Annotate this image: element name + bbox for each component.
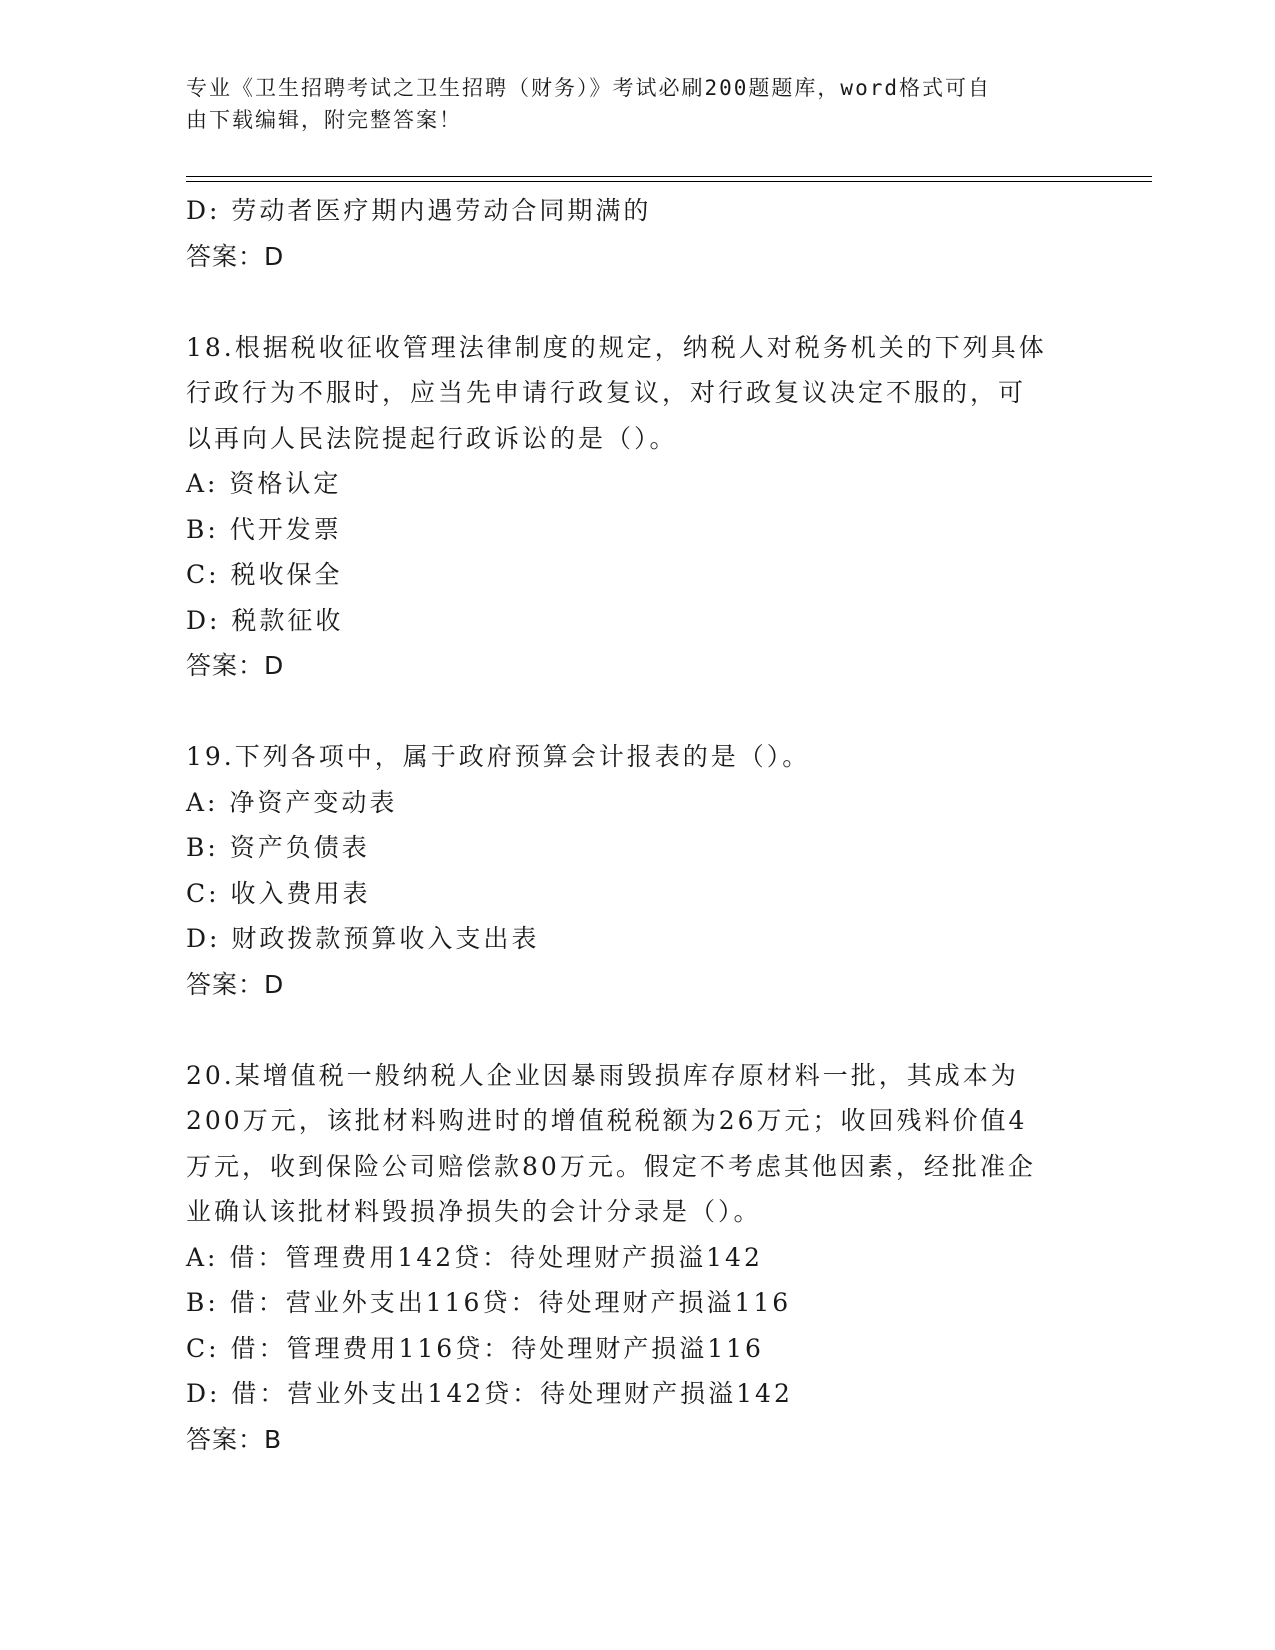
spacer <box>186 279 1066 325</box>
option-d: D: 财政拨款预算收入支出表 <box>186 924 540 953</box>
answer-line: 答案：B <box>186 1424 283 1454</box>
question-stem-line: 以再向人民法院提起行政诉讼的是（）。 <box>186 423 678 453</box>
question-stem-line: 20.某增值税一般纳税人企业因暴雨毁损库存原材料一批，其成本为 <box>186 1060 1019 1090</box>
option-d: D: 借：营业外支出142贷：待处理财产损溢142 <box>186 1379 793 1408</box>
question-18 <box>186 325 1066 689</box>
option-a: A: 净资产变动表 <box>186 787 398 817</box>
question-stem-line: 行政行为不服时，应当先申请行政复议，对行政复议决定不服的，可 <box>186 378 1027 407</box>
option-b: B: 借：营业外支出116贷：待处理财产损溢116 <box>186 1288 792 1317</box>
header-line-1: 专业《卫生招聘考试之卫生招聘（财务）》考试必刷200题题库，word格式可自 <box>186 76 991 100</box>
option-a: A: 借：管理费用142贷：待处理财产损溢142 <box>186 1242 763 1272</box>
answer-line: 答案：D <box>186 969 285 999</box>
question-17 <box>186 188 1066 279</box>
spacer <box>186 689 1066 735</box>
question-19 <box>186 734 1066 1007</box>
document-header <box>186 72 1066 136</box>
question-stem-line: 18.根据税收征收管理法律制度的规定，纳税人对税务机关的下列具体 <box>186 332 1047 362</box>
option-c: C: 收入费用表 <box>186 878 371 908</box>
option-a: A: 资格认定 <box>186 469 342 498</box>
option-c: C: 税收保全 <box>186 560 343 589</box>
option-c: C: 借：管理费用116贷：待处理财产损溢116 <box>186 1333 764 1363</box>
option-b: B: 代开发票 <box>186 514 342 544</box>
answer-line: 答案：D <box>186 241 285 271</box>
option-d: D: 税款征收 <box>186 605 344 635</box>
question-stem-line: 19.下列各项中，属于政府预算会计报表的是（）。 <box>186 742 811 771</box>
answer-line: 答案：D <box>186 651 285 680</box>
header-divider-bottom <box>186 181 1152 182</box>
spacer <box>186 1007 1066 1053</box>
header-line-2: 由下载编辑，附完整答案！ <box>186 108 462 132</box>
question-stem-line: 万元，收到保险公司赔偿款80万元。假定不考虑其他因素，经批准企 <box>186 1151 1036 1181</box>
header-divider-top <box>186 176 1152 177</box>
option-d: D: 劳动者医疗期内遇劳动合同期满的 <box>186 196 652 225</box>
question-stem-line: 业确认该批材料毁损净损失的会计分录是（）。 <box>186 1197 762 1226</box>
question-20 <box>186 1053 1066 1463</box>
question-stem-line: 200万元，该批材料购进时的增值税税额为26万元；收回残料价值4 <box>186 1106 1028 1135</box>
document-body <box>186 188 1066 1462</box>
option-b: B: 资产负债表 <box>186 833 370 862</box>
